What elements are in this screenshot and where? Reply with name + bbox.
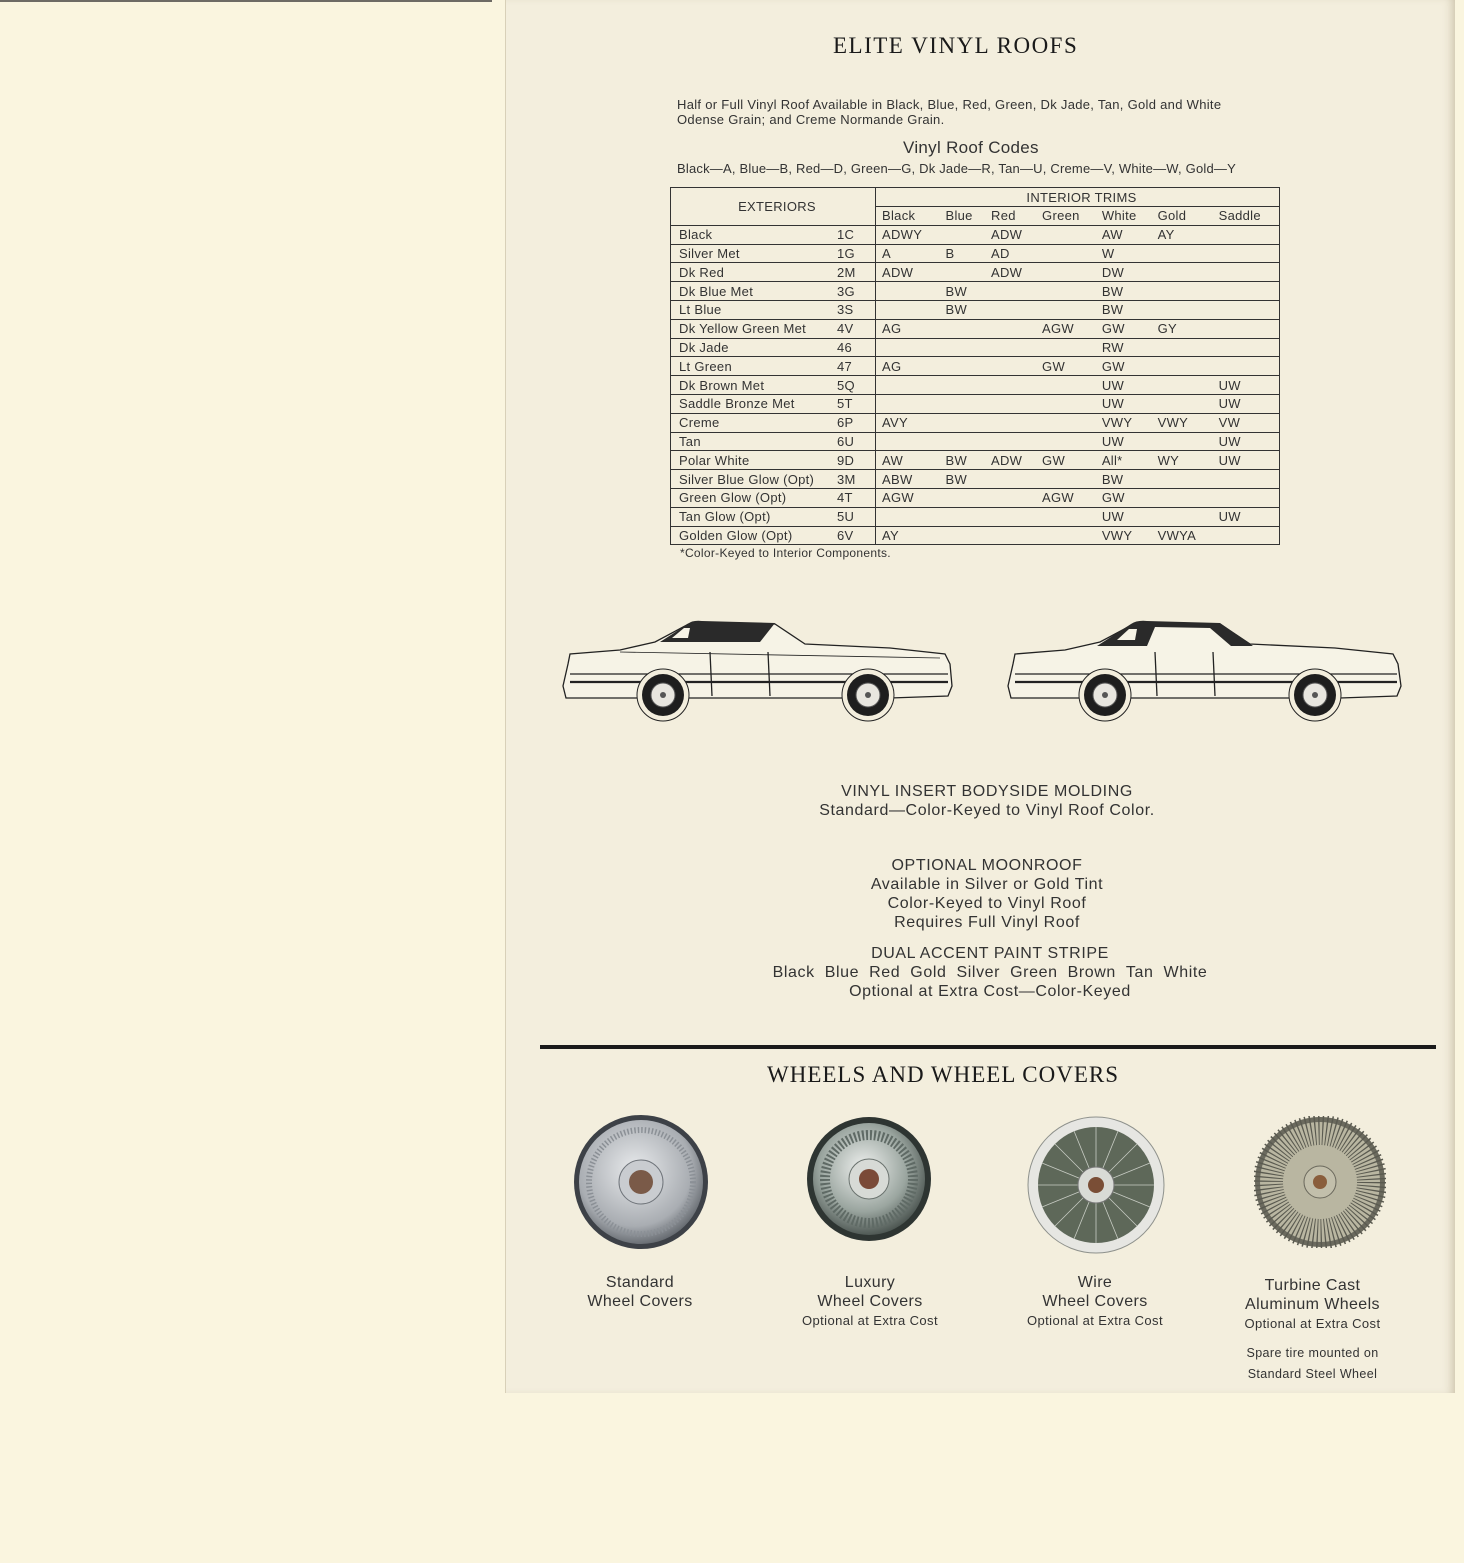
stripe-color-gold: Gold [910, 964, 947, 981]
bodyside-molding-section [737, 782, 1237, 820]
exterior-code: 4V [837, 319, 876, 338]
trim-cell: GY [1152, 319, 1213, 338]
wheel-name-line-2: Wheel Covers [587, 1293, 693, 1310]
rear-wheel [1289, 669, 1341, 721]
trim-cell [1213, 319, 1280, 338]
trim-cell: UW [1096, 432, 1152, 451]
trim-cell: AY [876, 526, 940, 545]
stripe-color-blue: Blue [824, 964, 860, 981]
exterior-code: 3M [837, 470, 876, 489]
trim-cell [1036, 526, 1096, 545]
trim-cell [1213, 263, 1280, 282]
paint-stripe-section [700, 944, 1280, 1001]
trim-cell [1036, 470, 1096, 489]
table-row [671, 488, 1280, 507]
trim-cell [985, 470, 1036, 489]
moonroof-line-3: Requires Full Vinyl Roof [894, 914, 1080, 931]
trim-cell: BW [1096, 282, 1152, 301]
wheel-name-line-1: Wire [1077, 1274, 1113, 1291]
trim-cell [1152, 244, 1213, 263]
trim-cell [1213, 225, 1280, 244]
trim-cell [1152, 376, 1213, 395]
table-row [671, 319, 1280, 338]
trim-cell [1036, 432, 1096, 451]
turbine-cast-aluminum-wheel-image [1254, 1116, 1386, 1248]
trim-cell [985, 338, 1036, 357]
vinyl-roof-codes-heading: Vinyl Roof Codes [903, 138, 1039, 157]
intro-line-2: Odense Grain; and Creme Normande Grain. [677, 112, 945, 127]
trim-cell [876, 394, 940, 413]
exterior-code: 5Q [837, 376, 876, 395]
moonroof-line-1: Available in Silver or Gold Tint [870, 876, 1104, 893]
trim-cell [939, 507, 985, 526]
trim-cell [939, 225, 985, 244]
trim-header-blue: Blue [939, 207, 985, 226]
trim-cell [1036, 394, 1096, 413]
trim-cell [1036, 300, 1096, 319]
trim-cell [876, 432, 940, 451]
table-row [671, 338, 1280, 357]
stripe-note: Optional at Extra Cost—Color-Keyed [849, 983, 1131, 1000]
table-row [671, 282, 1280, 301]
trim-cell [1152, 263, 1213, 282]
wheel-note: Optional at Extra Cost [1244, 1316, 1381, 1331]
trim-cell: AD [985, 244, 1036, 263]
exterior-name: Golden Glow (Opt) [671, 526, 838, 545]
trim-cell [876, 338, 940, 357]
wheel-name-line-1: Luxury [844, 1274, 896, 1291]
trim-cell: VWY [1152, 413, 1213, 432]
exterior-code: 9D [837, 451, 876, 470]
trim-cell [985, 413, 1036, 432]
wheel-name-line-2: Wheel Covers [817, 1293, 923, 1310]
trim-cell [1213, 470, 1280, 489]
exterior-name: Lt Green [671, 357, 838, 376]
trim-table-body [671, 225, 1280, 545]
trim-cell [1036, 507, 1096, 526]
trim-cell: DW [1096, 263, 1152, 282]
exterior-name: Silver Met [671, 244, 838, 263]
table-row [671, 451, 1280, 470]
trim-header-black: Black [876, 207, 940, 226]
stripe-color-tan: Tan [1125, 964, 1154, 981]
exterior-name: Dk Brown Met [671, 376, 838, 395]
trim-cell: GW [1096, 357, 1152, 376]
trim-cell: AY [1152, 225, 1213, 244]
exterior-code: 46 [837, 338, 876, 357]
stripe-color-green: Green [1010, 964, 1058, 981]
wheel-name-line-1: Standard [605, 1274, 675, 1291]
moonroof-title: OPTIONAL MOONROOF [891, 857, 1083, 874]
standard-wheel-cover-image [573, 1114, 709, 1250]
top-edge-line [0, 0, 492, 2]
exterior-code: 2M [837, 263, 876, 282]
molding-title: VINYL INSERT BODYSIDE MOLDING [841, 783, 1133, 800]
trim-cell: GW [1096, 319, 1152, 338]
trim-header-green: Green [1036, 207, 1096, 226]
moonroof-line-2: Color-Keyed to Vinyl Roof [887, 895, 1087, 912]
trim-cell [939, 338, 985, 357]
table-row [671, 470, 1280, 489]
trim-cell [1036, 282, 1096, 301]
exterior-name: Tan Glow (Opt) [671, 507, 838, 526]
car-full-vinyl-roof-illustration [1005, 612, 1405, 724]
trim-cell [876, 300, 940, 319]
table-row [671, 225, 1280, 244]
table-row [671, 300, 1280, 319]
trim-cell: ADW [985, 225, 1036, 244]
exterior-name: Polar White [671, 451, 838, 470]
intro-line-1: Half or Full Vinyl Roof Available in Black, Blue, Red, Green, Dk Jade, Tan, Gold and White [677, 97, 1222, 112]
trim-cell: W [1096, 244, 1152, 263]
trim-cell: GW [1036, 357, 1096, 376]
trim-cell [1152, 488, 1213, 507]
trim-cell [939, 488, 985, 507]
wheel-name-line-1: Turbine Cast [1264, 1277, 1361, 1294]
trim-cell: ABW [876, 470, 940, 489]
exterior-name: Dk Yellow Green Met [671, 319, 838, 338]
exterior-name: Saddle Bronze Met [671, 394, 838, 413]
trim-cell: AVY [876, 413, 940, 432]
table-row [671, 244, 1280, 263]
trim-cell [939, 357, 985, 376]
roofs-intro [677, 97, 1297, 127]
rear-wheel [842, 669, 894, 721]
table-row [671, 394, 1280, 413]
trim-cell: UW [1213, 376, 1280, 395]
exterior-name: Tan [671, 432, 838, 451]
trim-cell [985, 357, 1036, 376]
trim-cell: UW [1213, 507, 1280, 526]
trim-cell: AGW [1036, 319, 1096, 338]
exterior-name: Lt Blue [671, 300, 838, 319]
exteriors-header: EXTERIORS [671, 188, 876, 226]
trim-cell: UW [1213, 432, 1280, 451]
trim-cell: BW [939, 282, 985, 301]
trim-cell [1152, 394, 1213, 413]
exterior-code: 4T [837, 488, 876, 507]
trim-cell: AW [1096, 225, 1152, 244]
exterior-code: 47 [837, 357, 876, 376]
trim-cell [985, 319, 1036, 338]
trim-cell [876, 282, 940, 301]
trim-cell: UW [1096, 394, 1152, 413]
stripe-color-black: Black [772, 964, 815, 981]
wheel-name-line-2: Aluminum Wheels [1245, 1296, 1380, 1313]
front-wheel [1079, 669, 1131, 721]
exterior-code: 3G [837, 282, 876, 301]
trim-cell [985, 488, 1036, 507]
trim-cell [1036, 244, 1096, 263]
trim-cell [1213, 526, 1280, 545]
wheel-label-turbine [1220, 1276, 1405, 1385]
exterior-code: 6P [837, 413, 876, 432]
exterior-name: Silver Blue Glow (Opt) [671, 470, 838, 489]
trim-cell [1213, 282, 1280, 301]
molding-text: Standard—Color-Keyed to Vinyl Roof Color. [819, 802, 1155, 819]
trim-table [670, 187, 1280, 545]
trim-cell [939, 413, 985, 432]
exterior-code: 5T [837, 394, 876, 413]
exterior-name: Dk Red [671, 263, 838, 282]
interior-trims-header: INTERIOR TRIMS [876, 188, 1280, 207]
stripe-colors [700, 963, 1280, 982]
trim-cell: VWY [1096, 526, 1152, 545]
table-row [671, 376, 1280, 395]
wheel-label-standard [560, 1273, 720, 1311]
wheel-label-wire [1005, 1273, 1185, 1331]
table-row [671, 357, 1280, 376]
spare-line-1: Spare tire mounted on [1246, 1346, 1379, 1360]
trim-cell [939, 526, 985, 545]
exterior-name: Creme [671, 413, 838, 432]
trim-cell [985, 507, 1036, 526]
exterior-name: Green Glow (Opt) [671, 488, 838, 507]
trim-cell [876, 507, 940, 526]
stripe-color-white: White [1163, 964, 1208, 981]
trim-cell [939, 319, 985, 338]
trim-cell [1152, 432, 1213, 451]
trim-cell: AW [876, 451, 940, 470]
trim-cell: GW [1036, 451, 1096, 470]
trim-cell: VWY [1096, 413, 1152, 432]
trim-cell: AG [876, 357, 940, 376]
stripe-color-brown: Brown [1067, 964, 1116, 981]
trim-cell: AGW [876, 488, 940, 507]
trim-cell [1036, 376, 1096, 395]
trim-cell [1213, 357, 1280, 376]
trim-cell [985, 282, 1036, 301]
trim-cell [1152, 470, 1213, 489]
table-footnote: *Color-Keyed to Interior Components. [680, 546, 891, 560]
moonroof-section [737, 856, 1237, 932]
table-row [671, 263, 1280, 282]
trim-cell [985, 300, 1036, 319]
car-half-vinyl-roof-illustration [560, 612, 955, 724]
trim-cell [1036, 225, 1096, 244]
trim-cell [1036, 338, 1096, 357]
trim-cell: BW [1096, 300, 1152, 319]
trim-cell: UW [1096, 507, 1152, 526]
trim-cell [1213, 488, 1280, 507]
trim-cell: ADW [876, 263, 940, 282]
trim-header-white: White [1096, 207, 1152, 226]
trim-header-saddle: Saddle [1213, 207, 1280, 226]
page-left-edge [505, 0, 506, 1393]
wire-wheel-cover-image [1027, 1115, 1165, 1255]
trim-cell [985, 394, 1036, 413]
vinyl-roof-codes-list: Black—A, Blue—B, Red—D, Green—G, Dk Jade—R, Tan—U, Creme—V, White—W, Gold—Y [677, 161, 1237, 176]
trim-cell [985, 432, 1036, 451]
trim-cell [1213, 338, 1280, 357]
exterior-code: 6U [837, 432, 876, 451]
trim-cell: WY [1152, 451, 1213, 470]
trim-cell: ADW [985, 451, 1036, 470]
trim-cell [939, 432, 985, 451]
table-row [671, 413, 1280, 432]
exterior-code: 6V [837, 526, 876, 545]
trim-cell: AGW [1036, 488, 1096, 507]
trim-cell: B [939, 244, 985, 263]
trim-cell: VW [1213, 413, 1280, 432]
trim-cell: UW [1096, 376, 1152, 395]
trim-cell: BW [939, 470, 985, 489]
trim-cell [1152, 300, 1213, 319]
stripe-color-silver: Silver [956, 964, 1001, 981]
spare-tire-note [1220, 1343, 1405, 1385]
trim-cell [1152, 282, 1213, 301]
trim-cell [939, 376, 985, 395]
spare-line-2: Standard Steel Wheel [1247, 1367, 1378, 1381]
trim-cell [985, 376, 1036, 395]
table-row [671, 507, 1280, 526]
wheels-title: WHEELS AND WHEEL COVERS [767, 1062, 1120, 1087]
trim-cell: UW [1213, 394, 1280, 413]
trim-cell: VWYA [1152, 526, 1213, 545]
trim-cell [1152, 338, 1213, 357]
luxury-wheel-cover-image [806, 1116, 932, 1242]
table-row [671, 526, 1280, 545]
stripe-color-red: Red [869, 964, 901, 981]
exterior-code: 3S [837, 300, 876, 319]
trim-cell: ADWY [876, 225, 940, 244]
trim-cell: BW [939, 451, 985, 470]
trim-cell: BW [939, 300, 985, 319]
exterior-name: Dk Blue Met [671, 282, 838, 301]
trim-cell [876, 376, 940, 395]
roofs-title: ELITE VINYL ROOFS [833, 33, 1079, 58]
section-divider [540, 1045, 1436, 1049]
exterior-name: Dk Jade [671, 338, 838, 357]
trim-cell [1152, 357, 1213, 376]
trim-cell: AG [876, 319, 940, 338]
exterior-code: 5U [837, 507, 876, 526]
trim-cell: GW [1096, 488, 1152, 507]
trim-cell [985, 526, 1036, 545]
wheel-note: Optional at Extra Cost [1027, 1313, 1163, 1328]
trim-cell [1036, 263, 1096, 282]
exterior-code: 1C [837, 225, 876, 244]
trim-header-red: Red [985, 207, 1036, 226]
trim-cell: RW [1096, 338, 1152, 357]
trim-cell: ADW [985, 263, 1036, 282]
trim-cell [939, 263, 985, 282]
wheel-label-luxury [780, 1273, 960, 1331]
exterior-code: 1G [837, 244, 876, 263]
trim-cell: UW [1213, 451, 1280, 470]
trim-cell: A [876, 244, 940, 263]
front-wheel [637, 669, 689, 721]
trim-cell [1036, 413, 1096, 432]
wheel-note: Optional at Extra Cost [802, 1313, 938, 1328]
trim-header-gold: Gold [1152, 207, 1213, 226]
exterior-name: Black [671, 225, 838, 244]
wheel-name-line-2: Wheel Covers [1042, 1293, 1148, 1310]
table-row [671, 432, 1280, 451]
trim-cell [1213, 244, 1280, 263]
trim-cell: All* [1096, 451, 1152, 470]
trim-cell: BW [1096, 470, 1152, 489]
trim-cell [1213, 300, 1280, 319]
stripe-title: DUAL ACCENT PAINT STRIPE [871, 945, 1109, 962]
trim-cell [939, 394, 985, 413]
trim-cell [1152, 507, 1213, 526]
